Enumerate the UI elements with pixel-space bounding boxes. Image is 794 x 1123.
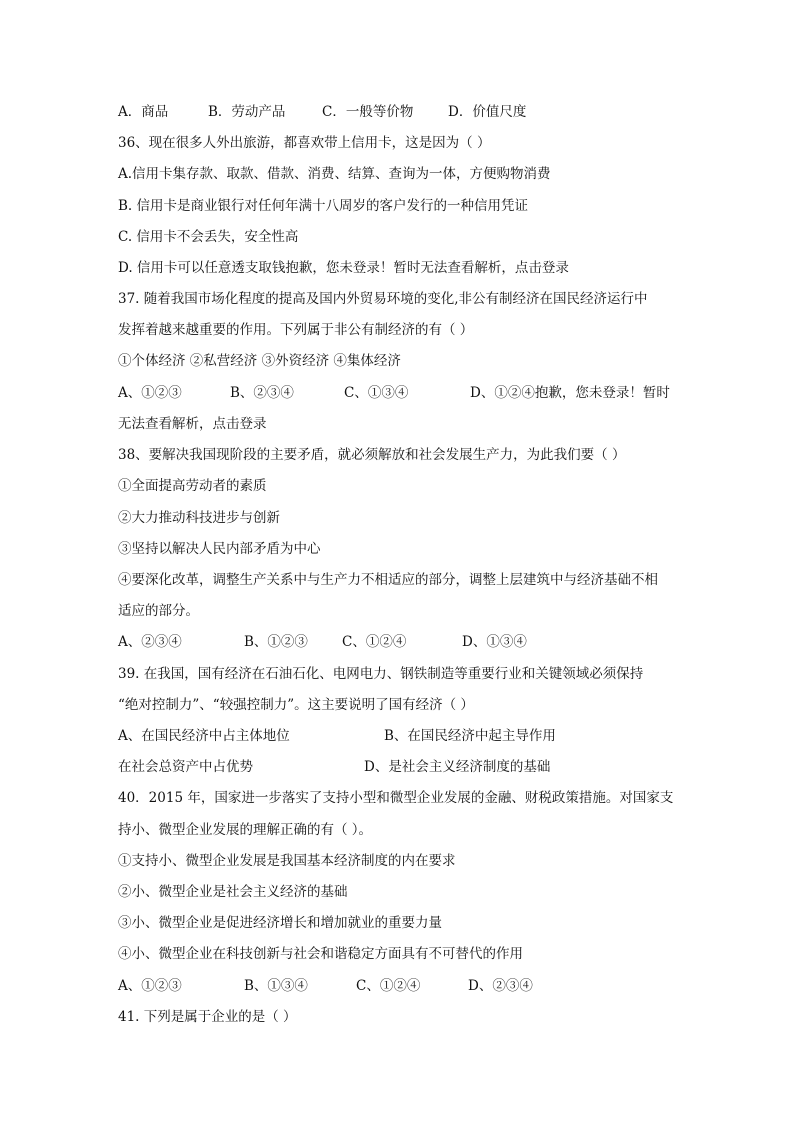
q39-option-d: D、是社会主义经济制度的基础 — [364, 759, 551, 775]
q37-option-d: D、①②④抱歉，您未登录！暂时 — [470, 385, 670, 401]
q39-option-c: 在社会总资产中占优势 — [118, 759, 253, 775]
q38-option-d: D、①③④ — [462, 634, 527, 650]
q37-option-c: C、①③④ — [344, 385, 409, 401]
q40-option-c: C、①②④ — [356, 978, 421, 994]
q35-option-c: C．一般等价物 — [322, 104, 414, 120]
q38-item-4-line2: 适应的部分。 — [118, 603, 199, 619]
q39-option-a: A、在国民经济中占主体地位 — [118, 728, 290, 744]
q39-stem-line2: “绝对控制力”、“较强控制力”。这主要说明了国有经济（ ） — [118, 697, 474, 713]
q40-stem-line1: 40．2015 年，国家进一步落实了支持小型和微型企业发展的金融、财税政策措施。对国家支 — [118, 790, 674, 806]
q40-item-2: ②小、微型企业是社会主义经济的基础 — [118, 884, 348, 900]
q36-option-d: D. 信用卡可以任意透支取钱抱歉，您未登录！暂时无法查看解析，点击登录 — [118, 260, 569, 276]
q41-stem: 41. 下列是属于企业的是（ ） — [118, 1009, 297, 1025]
q40-option-b: B、①③④ — [244, 978, 308, 994]
q35-option-b: B．劳动产品 — [208, 104, 286, 120]
q38-item-1: ①全面提高劳动者的素质 — [118, 478, 267, 494]
q38-item-3: ③坚持以解决人民内部矛盾为中心 — [118, 541, 321, 557]
q38-item-4-line1: ④要深化改革，调整生产关系中与生产力不相适应的部分，调整上层建筑中与经济基础不相 — [118, 572, 658, 588]
q37-stem-line2: 发挥着越来越重要的作用。下列属于非公有制经济的有（ ） — [118, 322, 474, 338]
q36-option-b: B. 信用卡是商业银行对任何年满十八周岁的客户发行的一种信用凭证 — [118, 198, 529, 214]
q36-option-a: A.信用卡集存款、取款、借款、消费、结算、查询为一体，方便购物消费 — [118, 166, 551, 182]
q40-item-3: ③小、微型企业是促进经济增长和增加就业的重要力量 — [118, 915, 442, 931]
q36-option-c: C. 信用卡不会丢失，安全性高 — [118, 229, 299, 245]
q37-option-a: A、①②③ — [118, 385, 182, 401]
q38-stem: 38、要解决我国现阶段的主要矛盾，就必须解放和社会发展生产力，为此我们要（ ） — [118, 447, 626, 463]
q38-option-a: A、②③④ — [118, 634, 182, 650]
q38-option-b: B、①②③ — [244, 634, 308, 650]
q37-stem-line1: 37. 随着我国市场化程度的提高及国内外贸易环境的变化,非公有制经济在国民经济运行中 — [118, 291, 648, 307]
q39-option-b: B、在国民经济中起主导作用 — [384, 728, 556, 744]
q38-option-c: C、①②④ — [342, 634, 407, 650]
q40-item-4: ④小、微型企业在科技创新与社会和谐稳定方面具有不可替代的作用 — [118, 946, 523, 962]
q40-item-1: ①支持小、微型企业发展是我国基本经济制度的内在要求 — [118, 853, 456, 869]
q40-option-d: D、②③④ — [468, 978, 533, 994]
q37-option-d-continued: 无法查看解析，点击登录 — [118, 416, 267, 432]
q37-option-b: B、②③④ — [230, 385, 294, 401]
q40-stem-line2: 持小、微型企业发展的理解正确的有（ ）。 — [118, 822, 373, 838]
q35-option-d: D．价值尺度 — [448, 104, 527, 120]
q40-option-a: A、①②③ — [118, 978, 182, 994]
q36-stem: 36、现在很多人外出旅游，都喜欢带上信用卡，这是因为（ ） — [118, 135, 491, 151]
q37-items: ①个体经济 ②私营经济 ③外资经济 ④集体经济 — [118, 353, 401, 369]
q35-option-a: A．商品 — [118, 104, 169, 120]
q38-item-2: ②大力推动科技进步与创新 — [118, 510, 280, 526]
q39-stem-line1: 39. 在我国，国有经济在石油石化、电网电力、钢铁制造等重要行业和关键领域必须保持 — [118, 666, 644, 682]
